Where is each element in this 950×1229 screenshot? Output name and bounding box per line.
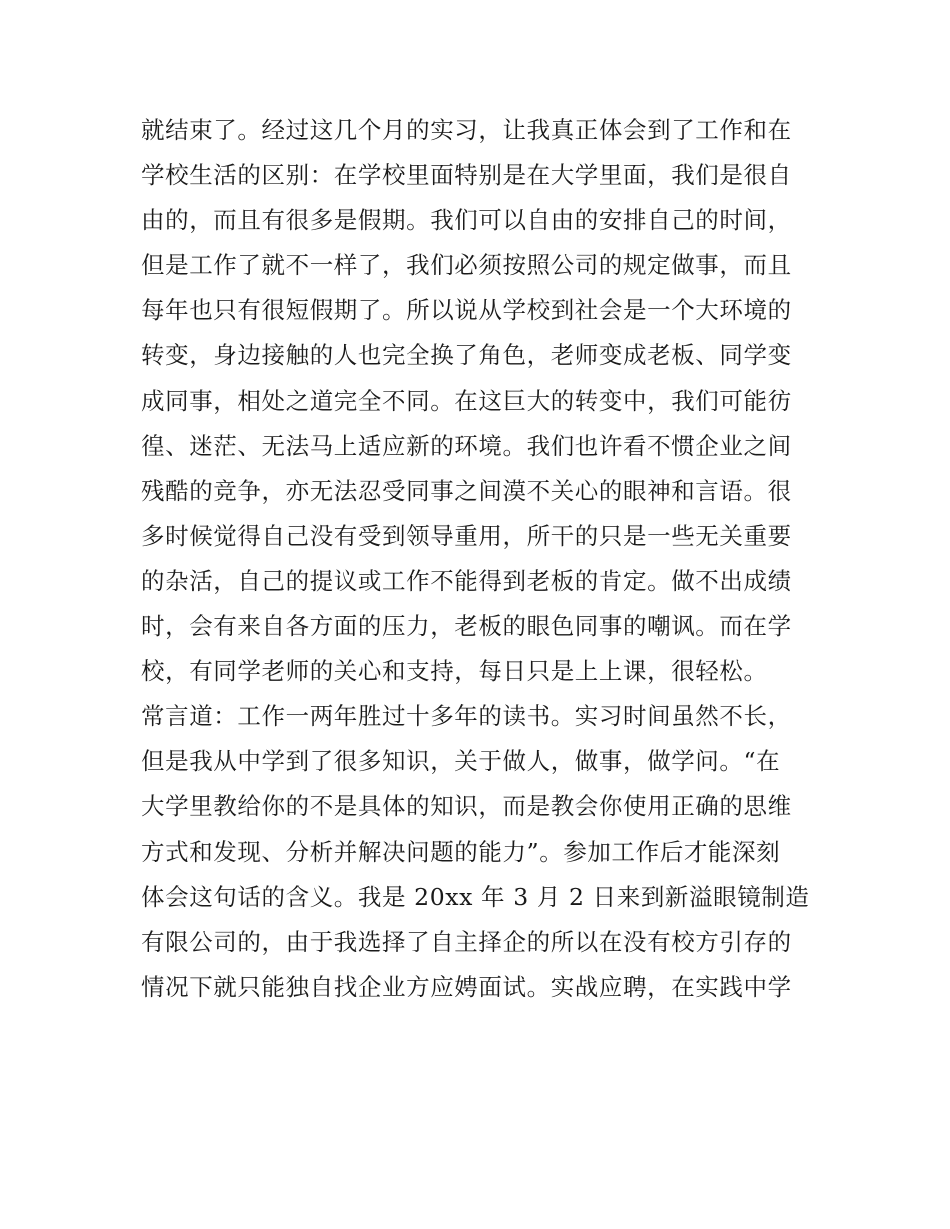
text-line: 体会这句话的含义。我是 20xx 年 3 月 2 日来到新溢眼镜制造 xyxy=(141,882,810,911)
text-line: 方式和发现、分析并解决问题的能力”。参加工作后才能深刻 xyxy=(141,837,781,866)
text-line: 的杂活，自己的提议或工作不能得到老板的肯定。做不出成绩 xyxy=(141,566,792,595)
text-line: 徨、迷茫、无法马上适应新的环境。我们也许看不惯企业之间 xyxy=(141,431,792,460)
text-line: 多时候觉得自己没有受到领导重用，所干的只是一些无关重要 xyxy=(141,521,792,550)
text-line: 有限公司的，由于我选择了自主择企的所以在没有校方引存的 xyxy=(141,927,792,956)
text-line: 由的，而且有很多是假期。我们可以自由的安排自己的时间， xyxy=(141,206,792,235)
text-line: 转变，身边接触的人也完全换了角色，老师变成老板、同学变 xyxy=(141,341,792,370)
text-line: 但是我从中学到了很多知识，关于做人，做事，做学问。“在 xyxy=(141,747,781,776)
text-line: 校，有同学老师的关心和支持，每日只是上上课，很轻松。 xyxy=(141,657,768,686)
body-text xyxy=(141,108,821,1010)
text-line: 学校生活的区别：在学校里面特别是在大学里面，我们是很自 xyxy=(141,161,792,190)
text-line: 情况下就只能独自找企业方应娉面试。实战应聘，在实践中学 xyxy=(141,972,792,1001)
text-line: 成同事，相处之道完全不同。在这巨大的转变中，我们可能彷 xyxy=(141,386,792,415)
text-line: 但是工作了就不一样了，我们必须按照公司的规定做事，而且 xyxy=(141,251,792,280)
text-line: 常言道：工作一两年胜过十多年的读书。实习时间虽然不长， xyxy=(141,702,792,731)
text-line: 就结束了。经过这几个月的实习，让我真正体会到了工作和在 xyxy=(141,116,792,144)
text-line: 大学里教给你的不是具体的知识，而是教会你使用正确的思维 xyxy=(141,792,792,821)
text-line: 每年也只有很短假期了。所以说从学校到社会是一个大环境的 xyxy=(141,296,792,325)
text-line: 时，会有来自各方面的压力，老板的眼色同事的嘲讽。而在学 xyxy=(141,612,792,641)
text-line: 残酷的竞争，亦无法忍受同事之间漠不关心的眼神和言语。很 xyxy=(141,476,792,505)
